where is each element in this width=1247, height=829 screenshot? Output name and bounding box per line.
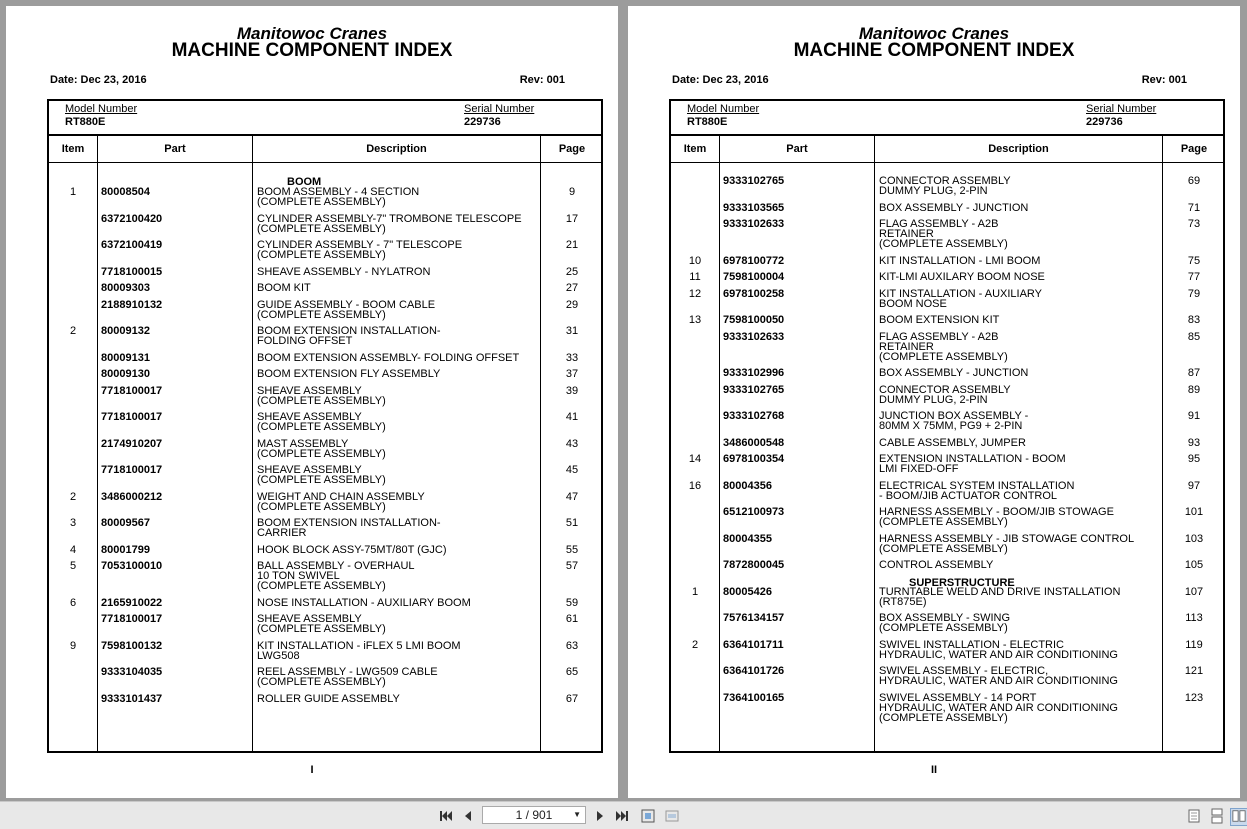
part-number: 80001799 [101,543,150,556]
part-number: 9333102765 [723,175,785,187]
part-number: 6372100419 [101,239,163,251]
part-description: EXTENSION INSTALLATION - BOOM LMI FIXED-OFF [879,453,1066,475]
part-description: ROLLER GUIDE ASSEMBLY [257,692,400,705]
model-number-label: Model Number [65,103,138,115]
part-description: BOOM KIT [257,282,311,294]
part-number: 7718100017 [101,384,163,397]
part-description: CABLE ASSEMBLY, JUMPER [879,436,1026,449]
part-description: BOOM EXTENSION KIT [879,314,1000,326]
page-indicator: 1 / 901 [515,808,553,822]
part-number: 80009131 [101,351,150,364]
doc-date: Date: Dec 23, 2016 [672,74,769,86]
item-number: 2 [69,325,77,337]
part-description: HARNESS ASSEMBLY - JIB STOWAGE CONTROL (COMPLETE ASSEMBLY) [879,532,1135,555]
serial-number-label: Serial Number [464,103,535,115]
page-reference[interactable]: 31 [565,325,579,337]
part-description: JUNCTION BOX ASSEMBLY - 80MM X 75MM, PG9 + 2-PIN [879,410,1029,432]
page-reference[interactable]: 93 [1187,436,1201,449]
part-number: 7598100132 [101,639,163,652]
doc-rev: Rev: 001 [1141,74,1187,86]
part-number: 9333103565 [723,201,785,214]
page-reference[interactable]: 33 [565,351,579,364]
part-description: FLAG ASSEMBLY - A2B RETAINER (COMPLETE ASSEMBLY) [879,330,1008,363]
page-number-field[interactable] [482,806,586,824]
part-number: 80008504 [101,186,150,198]
part-number: 7718100017 [101,464,163,476]
part-description: BOOM EXTENSION ASSEMBLY- FOLDING OFFSET [257,351,520,364]
page-reference[interactable]: 43 [565,437,579,450]
last-page-icon[interactable] [614,808,630,824]
prev-page-icon[interactable] [460,808,476,824]
part-number: 7598100004 [723,271,785,283]
page-reference[interactable]: 17 [565,212,579,225]
part-description: HARNESS ASSEMBLY - BOOM/JIB STOWAGE (COMPLETE ASSEMBLY) [879,506,1114,528]
item-number: 2 [69,490,77,503]
page-reference[interactable]: 47 [565,490,579,503]
part-description: ELECTRICAL SYSTEM INSTALLATION - BOOM/JIB ACTUATOR CONTROL [879,479,1075,502]
part-number: 9333104035 [101,666,163,678]
item-number: 1 [69,186,77,198]
serial-number-label: Serial Number [1086,103,1157,115]
part-number: 7053100010 [101,560,163,572]
part-description: BOX ASSEMBLY - JUNCTION [879,201,1029,214]
single-page-view-icon[interactable] [1186,808,1202,824]
page-reference[interactable]: 57 [565,560,579,572]
page-reference[interactable]: 25 [565,265,579,278]
part-number: 7576134157 [723,612,785,624]
page-reference[interactable]: 85 [1187,330,1201,343]
part-description: SHEAVE ASSEMBLY (COMPLETE ASSEMBLY) [257,464,386,486]
viewer-toolbar [0,801,1247,829]
part-description: BOX ASSEMBLY - SWING (COMPLETE ASSEMBLY) [879,612,1011,634]
part-number: 3486000212 [101,490,163,503]
part-description: CONNECTOR ASSEMBLY DUMMY PLUG, 2-PIN [879,383,1011,406]
page-reference[interactable]: 29 [565,298,579,311]
page-reference[interactable]: 123 [1184,691,1204,704]
page-reference[interactable]: 103 [1184,532,1204,545]
part-number: 7718100017 [101,613,163,625]
part-number: 9333102633 [723,218,785,230]
part-number: 9333102996 [723,367,785,379]
part-number: 9333102633 [723,330,785,343]
item-number: 10 [688,254,702,267]
item-number: 16 [688,479,702,492]
part-description: HOOK BLOCK ASSY-75MT/80T (GJC) [257,543,447,556]
page-reference[interactable]: 27 [565,282,579,294]
column-header-description: Description [366,143,427,155]
item-number: 12 [688,287,702,300]
part-number: 6364101711 [723,638,784,651]
part-number: 80009132 [101,325,150,337]
part-number: 7718100015 [101,265,163,278]
section-heading: BOOM [287,176,322,188]
part-number: 9333101437 [101,692,163,705]
page-reference[interactable]: 63 [565,639,579,652]
part-number: 6364101726 [723,665,785,677]
item-number: 1 [691,585,699,598]
part-number: 80004355 [723,532,772,545]
page-reference[interactable]: 51 [565,517,579,529]
serial-number-value: 229736 [1086,116,1123,128]
part-description: CONNECTOR ASSEMBLY DUMMY PLUG, 2-PIN [879,175,1011,197]
model-number-label: Model Number [687,103,760,115]
doc-date: Date: Dec 23, 2016 [50,74,147,86]
page-reference[interactable]: 113 [1185,612,1203,624]
part-number: 80009567 [101,517,150,529]
first-page-icon[interactable] [438,808,454,824]
part-description: SWIVEL INSTALLATION - ELECTRIC HYDRAULIC, WATER AND AIR CONDITIONING [879,638,1118,661]
part-description: BOOM EXTENSION FLY ASSEMBLY [257,368,441,380]
item-number: 5 [69,560,77,572]
part-description: CYLINDER ASSEMBLY - 7" TELESCOPE (COMPLETE ASSEMBLY) [257,239,463,261]
page-reference[interactable]: 71 [1187,201,1201,214]
page-reference[interactable]: 59 [565,596,579,609]
part-number: 7872800045 [723,559,785,571]
part-number: 7598100050 [723,314,785,326]
page-reference[interactable]: 95 [1187,453,1201,465]
part-description: CYLINDER ASSEMBLY-7" TROMBONE TELESCOPE (COMPLETE ASSEMBLY) [257,212,522,235]
column-header-page: Page [1180,143,1208,155]
column-header-page: Page [558,143,586,155]
part-number: 80004356 [723,479,772,492]
part-description: KIT-LMI AUXILARY BOOM NOSE [879,271,1045,283]
item-number: 2 [691,638,699,651]
page-footer-number: II [930,764,938,776]
column-header-part: Part [786,143,808,155]
page-reference[interactable]: 83 [1187,314,1201,326]
continuous-view-icon[interactable] [1209,808,1225,824]
page-reference[interactable]: 65 [565,666,579,678]
column-header-part: Part [164,143,186,155]
part-number: 80009130 [101,368,150,380]
page-reference[interactable]: 39 [565,384,579,397]
doc-rev: Rev: 001 [519,74,565,86]
part-number: 2188910132 [101,298,163,311]
part-number: 7364100165 [723,691,785,704]
page-reference[interactable]: 9 [568,186,576,198]
page-reference[interactable]: 91 [1187,410,1201,422]
part-description: MAST ASSEMBLY (COMPLETE ASSEMBLY) [257,437,386,460]
part-description: GUIDE ASSEMBLY - BOOM CABLE (COMPLETE ASSEMBLY) [257,298,436,321]
part-description: SHEAVE ASSEMBLY (COMPLETE ASSEMBLY) [257,384,386,407]
part-description: SHEAVE ASSEMBLY (COMPLETE ASSEMBLY) [257,411,386,433]
part-description: KIT INSTALLATION - iFLEX 5 LMI BOOM LWG508 [257,639,461,662]
company-name: Manitowoc Cranes [858,24,1010,43]
part-number: 3486000548 [723,436,785,449]
part-description: KIT INSTALLATION - LMI BOOM [879,254,1041,267]
part-number: 80005426 [723,585,772,598]
item-number: 13 [688,314,702,326]
item-number: 11 [689,271,701,283]
page-reference[interactable]: 61 [565,613,579,625]
page-title: MACHINE COMPONENT INDEX [171,40,453,61]
part-number: 9333102768 [723,410,785,422]
page-reference[interactable]: 89 [1187,383,1201,396]
part-number: 6512100973 [723,506,785,518]
part-number: 6978100258 [723,287,785,300]
page-reference[interactable]: 45 [565,464,579,476]
page-reference[interactable]: 121 [1184,665,1204,677]
item-number: 4 [69,543,77,556]
item-number: 6 [69,596,77,609]
part-number: 6372100420 [101,212,163,225]
item-number: 3 [69,517,77,529]
model-number-value: RT880E [65,116,106,128]
item-number: 14 [688,453,702,465]
column-header-item: Item [61,143,85,155]
column-header-item: Item [683,143,707,155]
page-reference[interactable]: 69 [1187,175,1201,187]
part-number: 2165910022 [101,596,163,609]
model-number-value: RT880E [687,116,728,128]
part-description: SHEAVE ASSEMBLY (COMPLETE ASSEMBLY) [257,613,386,635]
part-number: 6978100354 [723,453,785,465]
page-reference[interactable]: 97 [1187,479,1201,492]
page-reference[interactable]: 75 [1187,254,1201,267]
component-table [47,99,603,753]
page-reference[interactable]: 105 [1184,559,1204,571]
part-description: SHEAVE ASSEMBLY - NYLATRON [257,265,431,278]
page-reference[interactable]: 77 [1187,271,1201,283]
part-description: SWIVEL ASSEMBLY - 14 PORT HYDRAULIC, WATER AND AIR CONDITIONING (COMPLETE ASSEMBLY) [879,691,1118,724]
section-heading: SUPERSTRUCTURE [909,577,1015,589]
table-body [671,101,1223,751]
page-reference[interactable]: 21 [565,239,579,251]
page-reference[interactable]: 73 [1187,218,1201,230]
next-page-icon[interactable] [592,808,608,824]
page-reference[interactable]: 37 [565,368,579,380]
column-header-description: Description [988,143,1049,155]
company-name: Manitowoc Cranes [236,24,388,43]
part-description: BOOM EXTENSION INSTALLATION- FOLDING OFFSET [257,325,441,347]
page-reference[interactable]: 119 [1185,638,1203,651]
part-description: BOOM ASSEMBLY - 4 SECTION (COMPLETE ASSEMBLY) [257,186,420,208]
fit-width-icon[interactable] [664,808,680,824]
part-description: FLAG ASSEMBLY - A2B RETAINER (COMPLETE ASSEMBLY) [879,218,1008,250]
part-description: BOX ASSEMBLY - JUNCTION [879,367,1029,379]
page-reference[interactable]: 87 [1187,367,1201,379]
part-description: TURNTABLE WELD AND DRIVE INSTALLATION (RT875E) [879,585,1121,608]
item-number: 9 [69,639,77,652]
chevron-down-icon: ▼ [573,810,581,819]
fit-page-icon[interactable] [640,808,656,824]
table-body [49,101,601,751]
page-reference[interactable]: 79 [1187,287,1201,300]
part-number: 6978100772 [723,254,785,267]
part-number: 7718100017 [101,411,163,423]
part-description: BALL ASSEMBLY - OVERHAUL 10 TON SWIVEL (COMPLETE ASSEMBLY) [257,560,415,592]
document-page-right [628,6,1240,798]
page-reference[interactable]: 67 [565,692,579,705]
part-number: 2174910207 [101,437,163,450]
page-footer-number: I [310,764,314,776]
component-table [669,99,1225,753]
part-description: CONTROL ASSEMBLY [879,559,994,571]
page-reference[interactable]: 55 [565,543,579,556]
part-description: KIT INSTALLATION - AUXILIARY BOOM NOSE [879,287,1043,310]
serial-number-value: 229736 [464,116,501,128]
part-description: NOSE INSTALLATION - AUXILIARY BOOM [257,596,471,609]
two-page-view-icon[interactable] [1230,808,1247,826]
page-title: MACHINE COMPONENT INDEX [793,40,1075,61]
page-reference[interactable]: 41 [565,411,579,423]
part-description: WEIGHT AND CHAIN ASSEMBLY (COMPLETE ASSEMBLY) [257,490,425,513]
part-description: BOOM EXTENSION INSTALLATION- CARRIER [257,517,441,539]
part-number: 9333102765 [723,383,785,396]
document-page-left [6,6,618,798]
part-description: REEL ASSEMBLY - LWG509 CABLE (COMPLETE ASSEMBLY) [257,666,438,688]
part-number: 80009303 [101,282,150,294]
part-description: SWIVEL ASSEMBLY - ELECTRIC, HYDRAULIC, WATER AND AIR CONDITIONING [879,665,1118,687]
page-reference[interactable]: 101 [1184,506,1204,518]
page-reference[interactable]: 107 [1184,585,1204,598]
